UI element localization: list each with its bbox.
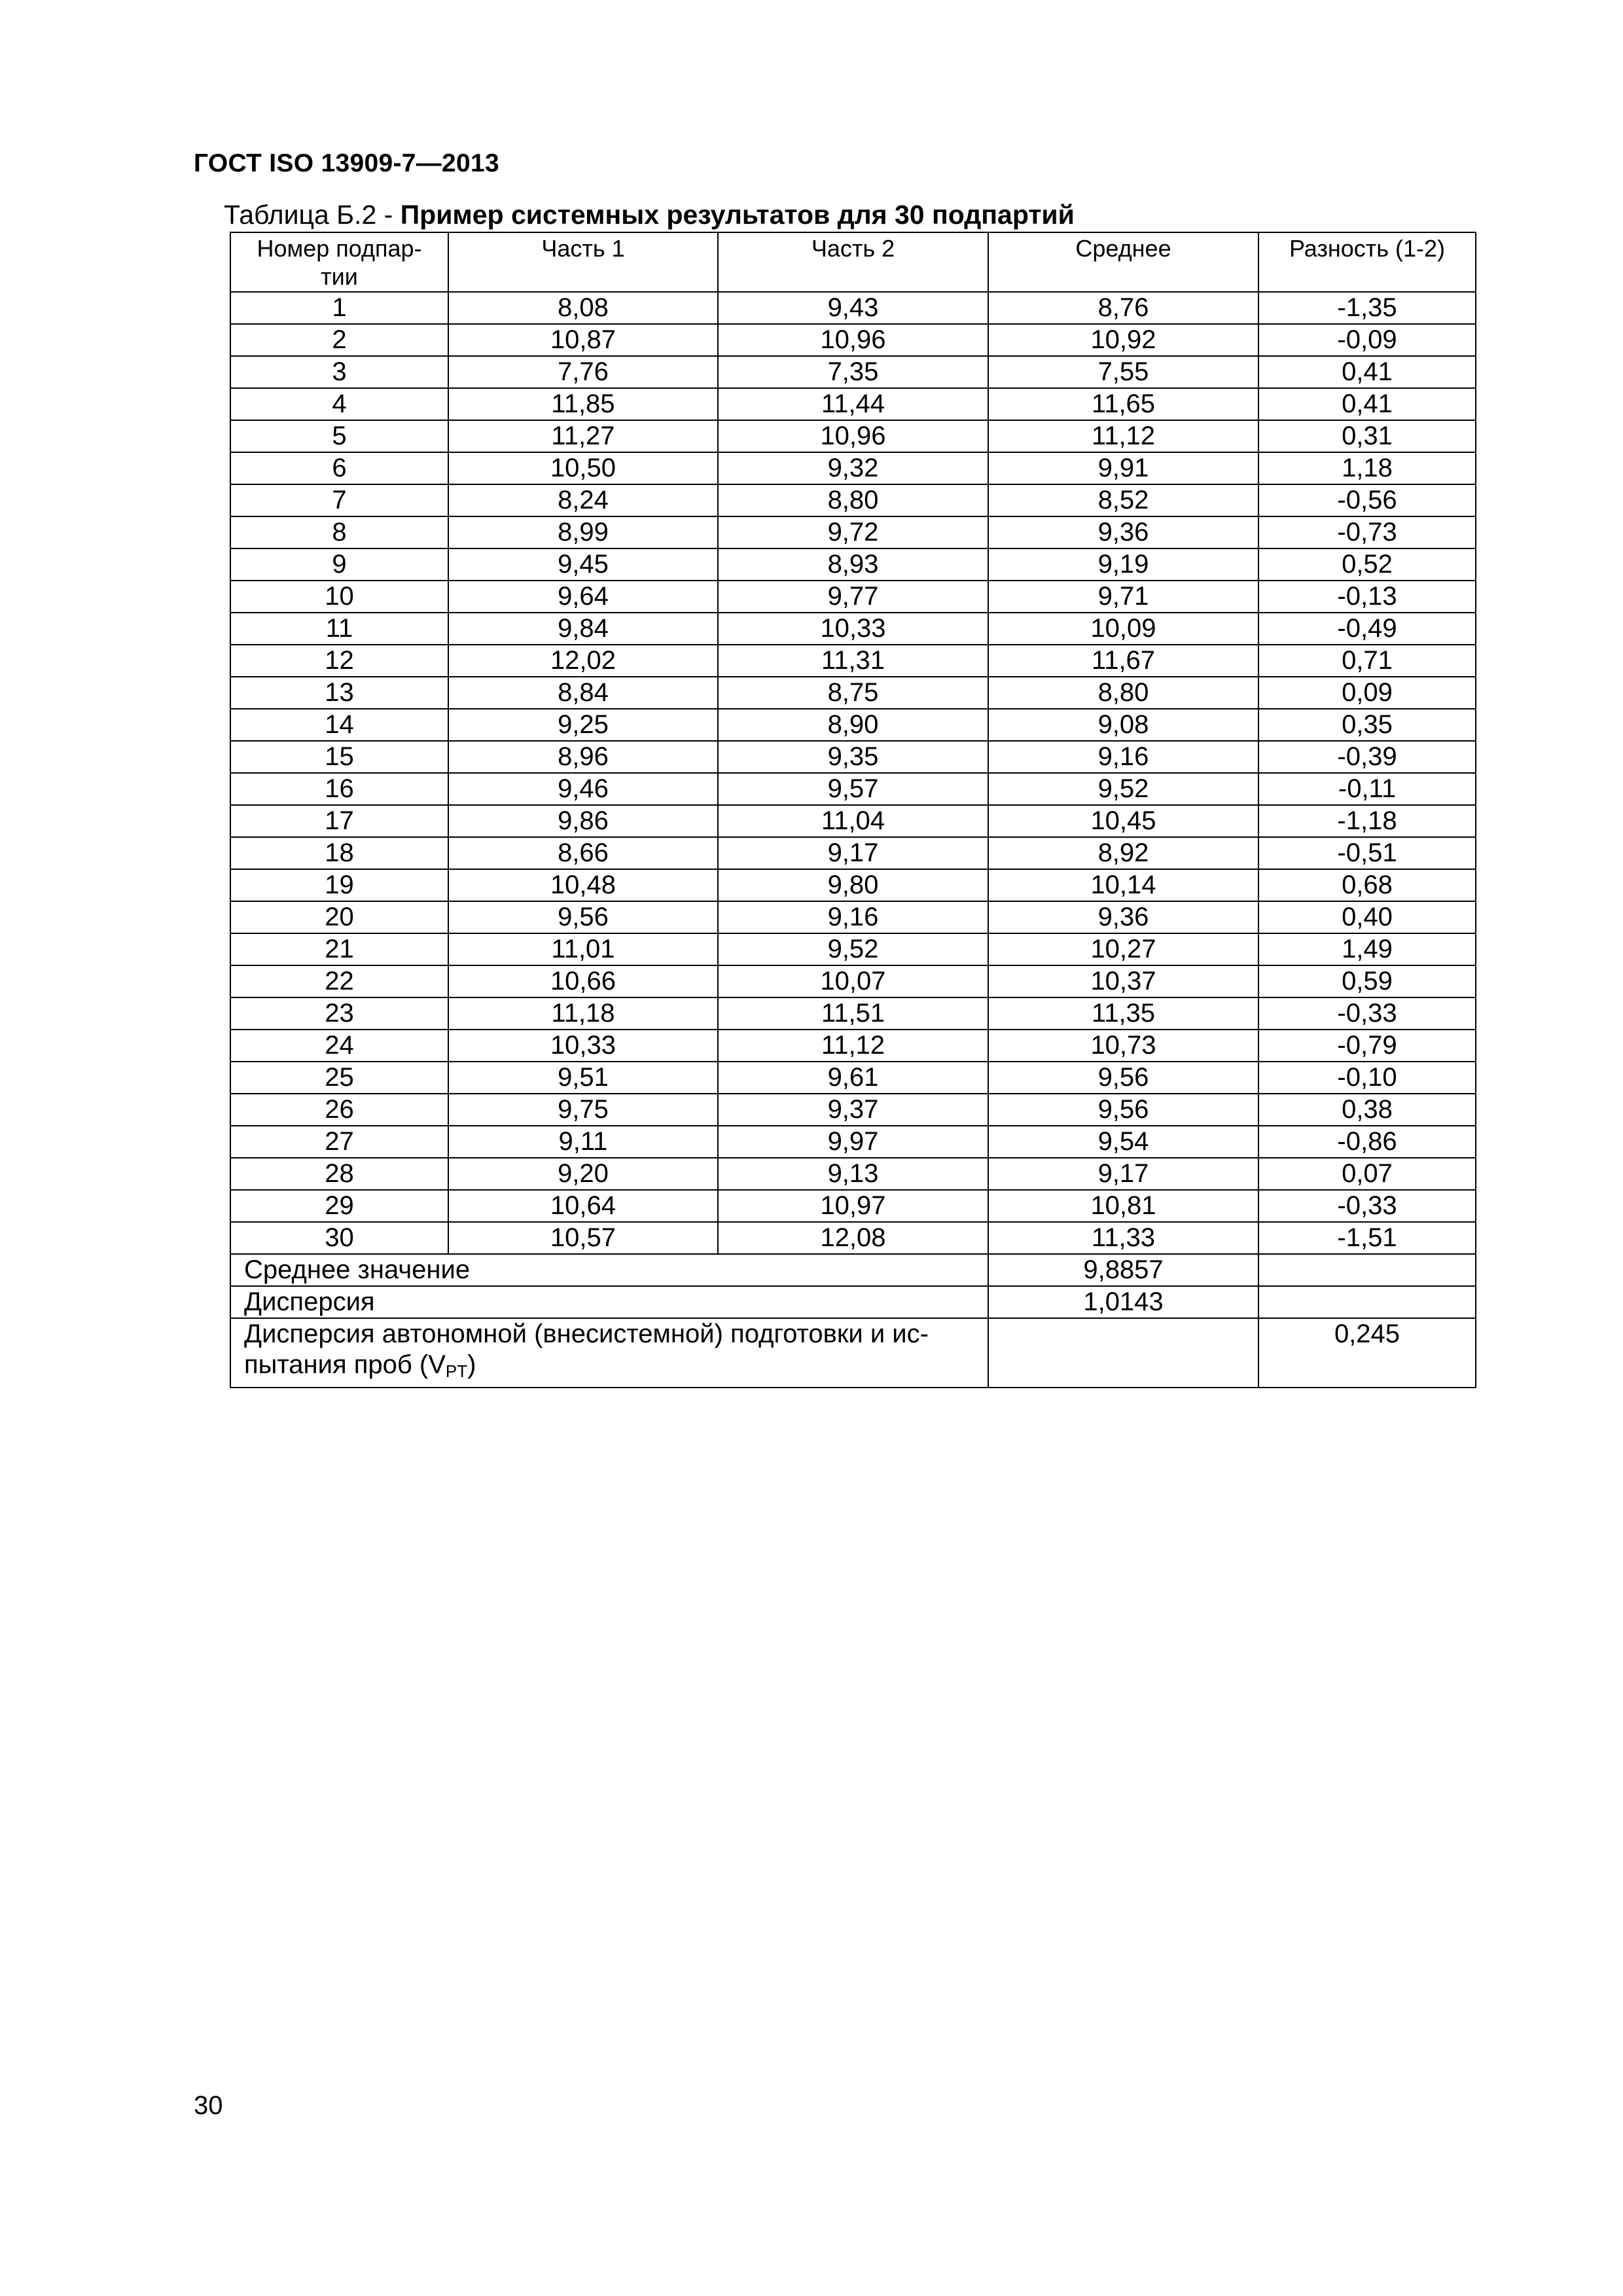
part2-value: 11,51 xyxy=(718,997,988,1030)
variance-value: 1,0143 xyxy=(988,1286,1258,1318)
part2-value: 10,96 xyxy=(718,324,988,356)
part2-value: 10,07 xyxy=(718,965,988,997)
document-header: ГОСТ ISO 13909-7—2013 xyxy=(194,149,499,177)
part1-value: 8,66 xyxy=(448,837,718,869)
subbatch-number: 14 xyxy=(230,709,448,741)
mean-value: 11,35 xyxy=(988,997,1258,1030)
difference-value: -0,13 xyxy=(1258,581,1476,613)
subbatch-number: 6 xyxy=(230,452,448,484)
subbatch-number: 30 xyxy=(230,1222,448,1254)
table-row xyxy=(230,420,1476,452)
part1-value: 11,01 xyxy=(448,933,718,965)
part2-value: 9,57 xyxy=(718,773,988,805)
difference-value: -0,11 xyxy=(1258,773,1476,805)
part2-value: 9,72 xyxy=(718,516,988,548)
difference-value: -0,51 xyxy=(1258,837,1476,869)
part1-value: 11,18 xyxy=(448,997,718,1030)
part2-value: 9,77 xyxy=(718,581,988,613)
difference-value: 1,18 xyxy=(1258,452,1476,484)
part1-value: 9,25 xyxy=(448,709,718,741)
col-header-part2: Часть 2 xyxy=(718,232,988,292)
part1-value: 9,51 xyxy=(448,1062,718,1094)
mean-value: 9,08 xyxy=(988,709,1258,741)
mean-value: 11,33 xyxy=(988,1222,1258,1254)
variance-row xyxy=(230,1286,1476,1318)
mean-value: 9,36 xyxy=(988,516,1258,548)
part1-value: 12,02 xyxy=(448,645,718,677)
subbatch-number: 2 xyxy=(230,324,448,356)
table-row xyxy=(230,1030,1476,1062)
mean-value: 10,09 xyxy=(988,613,1258,645)
mean-value: 9,71 xyxy=(988,581,1258,613)
table-row xyxy=(230,677,1476,709)
difference-value: -0,79 xyxy=(1258,1030,1476,1062)
mean-value: 9,8857 xyxy=(988,1254,1258,1286)
subbatch-number: 16 xyxy=(230,773,448,805)
difference-value: -1,18 xyxy=(1258,805,1476,837)
mean-value: 10,81 xyxy=(988,1190,1258,1222)
subbatch-number: 15 xyxy=(230,741,448,773)
subbatch-number: 28 xyxy=(230,1158,448,1190)
part1-value: 10,57 xyxy=(448,1222,718,1254)
part2-value: 11,31 xyxy=(718,645,988,677)
page-number: 30 xyxy=(194,2091,223,2120)
part2-value: 9,80 xyxy=(718,869,988,901)
part2-value: 9,32 xyxy=(718,452,988,484)
subbatch-number: 25 xyxy=(230,1062,448,1094)
part2-value: 9,97 xyxy=(718,1126,988,1158)
part1-value: 9,20 xyxy=(448,1158,718,1190)
table-row xyxy=(230,645,1476,677)
table-caption xyxy=(224,200,1075,230)
subbatch-number: 7 xyxy=(230,484,448,516)
table-row xyxy=(230,613,1476,645)
subbatch-number: 27 xyxy=(230,1126,448,1158)
subbatch-number: 19 xyxy=(230,869,448,901)
part2-value: 10,33 xyxy=(718,613,988,645)
part2-value: 10,97 xyxy=(718,1190,988,1222)
subbatch-number: 22 xyxy=(230,965,448,997)
part1-value: 10,66 xyxy=(448,965,718,997)
difference-value: -0,73 xyxy=(1258,516,1476,548)
mean-value: 9,36 xyxy=(988,901,1258,933)
part2-value: 9,43 xyxy=(718,292,988,324)
col-header-subbatch: Номер подпар- тии xyxy=(230,232,448,292)
difference-value: 0,41 xyxy=(1258,388,1476,420)
part1-value: 9,75 xyxy=(448,1094,718,1126)
mean-value: 11,67 xyxy=(988,645,1258,677)
table-row xyxy=(230,1126,1476,1158)
table-row xyxy=(230,901,1476,933)
table-row xyxy=(230,452,1476,484)
subbatch-number: 24 xyxy=(230,1030,448,1062)
subbatch-number: 8 xyxy=(230,516,448,548)
table-row xyxy=(230,516,1476,548)
table-row xyxy=(230,869,1476,901)
part2-value: 8,80 xyxy=(718,484,988,516)
part1-value: 9,45 xyxy=(448,548,718,581)
difference-value: -0,49 xyxy=(1258,613,1476,645)
part1-value: 10,64 xyxy=(448,1190,718,1222)
mean-value: 7,55 xyxy=(988,356,1258,388)
part2-value: 11,44 xyxy=(718,388,988,420)
difference-value: 0,31 xyxy=(1258,420,1476,452)
table-row xyxy=(230,805,1476,837)
difference-value: -1,51 xyxy=(1258,1222,1476,1254)
table-row xyxy=(230,709,1476,741)
mean-value: 9,91 xyxy=(988,452,1258,484)
subbatch-number: 11 xyxy=(230,613,448,645)
part1-value: 9,11 xyxy=(448,1126,718,1158)
mean-empty-cell xyxy=(1258,1254,1476,1286)
subbatch-number: 10 xyxy=(230,581,448,613)
part1-value: 10,33 xyxy=(448,1030,718,1062)
part2-value: 11,12 xyxy=(718,1030,988,1062)
difference-value: 0,41 xyxy=(1258,356,1476,388)
difference-value: 0,09 xyxy=(1258,677,1476,709)
table-row xyxy=(230,1190,1476,1222)
difference-value: 0,38 xyxy=(1258,1094,1476,1126)
variance-label: Дисперсия xyxy=(230,1286,988,1318)
table-row xyxy=(230,292,1476,324)
table-row xyxy=(230,741,1476,773)
caption-title: Пример системных результатов для 30 подпартий xyxy=(400,200,1075,230)
table-header-row xyxy=(230,232,1476,292)
difference-value: -0,33 xyxy=(1258,997,1476,1030)
vpt-subscript: PT xyxy=(445,1361,468,1381)
difference-value: 0,71 xyxy=(1258,645,1476,677)
caption-prefix: Таблица Б.2 - xyxy=(224,200,401,230)
difference-value: 0,59 xyxy=(1258,965,1476,997)
difference-value: -0,39 xyxy=(1258,741,1476,773)
table-row xyxy=(230,388,1476,420)
part1-value: 8,24 xyxy=(448,484,718,516)
vpt-empty-cell xyxy=(988,1318,1258,1388)
table-row xyxy=(230,356,1476,388)
vpt-label-line1: Дисперсия автономной (внесистемной) подготовки и ис- xyxy=(244,1319,929,1348)
mean-value: 10,92 xyxy=(988,324,1258,356)
part1-value: 9,56 xyxy=(448,901,718,933)
table-row xyxy=(230,965,1476,997)
part1-value: 11,27 xyxy=(448,420,718,452)
part2-value: 9,17 xyxy=(718,837,988,869)
mean-value: 11,12 xyxy=(988,420,1258,452)
mean-value: 9,56 xyxy=(988,1062,1258,1094)
mean-value: 11,65 xyxy=(988,388,1258,420)
mean-value: 8,80 xyxy=(988,677,1258,709)
vpt-label xyxy=(230,1318,988,1388)
mean-value: 8,52 xyxy=(988,484,1258,516)
part1-value: 8,96 xyxy=(448,741,718,773)
vpt-value: 0,245 xyxy=(1258,1318,1476,1388)
vpt-label-line2: пытания проб (V xyxy=(244,1350,446,1379)
table-row xyxy=(230,1062,1476,1094)
mean-label: Среднее значение xyxy=(230,1254,988,1286)
col-header-mean: Среднее xyxy=(988,232,1258,292)
mean-value: 9,52 xyxy=(988,773,1258,805)
table-row xyxy=(230,484,1476,516)
mean-value: 9,17 xyxy=(988,1158,1258,1190)
difference-value: 0,52 xyxy=(1258,548,1476,581)
part2-value: 8,75 xyxy=(718,677,988,709)
mean-value: 10,14 xyxy=(988,869,1258,901)
part1-value: 10,50 xyxy=(448,452,718,484)
part2-value: 9,35 xyxy=(718,741,988,773)
table-row xyxy=(230,997,1476,1030)
subbatch-number: 4 xyxy=(230,388,448,420)
subbatch-number: 18 xyxy=(230,837,448,869)
part2-value: 9,37 xyxy=(718,1094,988,1126)
part1-value: 7,76 xyxy=(448,356,718,388)
subbatch-number: 1 xyxy=(230,292,448,324)
mean-value: 8,92 xyxy=(988,837,1258,869)
subbatch-number: 3 xyxy=(230,356,448,388)
part2-value: 9,13 xyxy=(718,1158,988,1190)
difference-value: -0,86 xyxy=(1258,1126,1476,1158)
part2-value: 8,93 xyxy=(718,548,988,581)
part1-value: 9,46 xyxy=(448,773,718,805)
table-row xyxy=(230,773,1476,805)
table-row xyxy=(230,581,1476,613)
difference-value: -0,56 xyxy=(1258,484,1476,516)
subbatch-number: 5 xyxy=(230,420,448,452)
mean-row xyxy=(230,1254,1476,1286)
table-row xyxy=(230,1222,1476,1254)
subbatch-number: 13 xyxy=(230,677,448,709)
mean-value: 9,54 xyxy=(988,1126,1258,1158)
part1-value: 11,85 xyxy=(448,388,718,420)
table-row xyxy=(230,837,1476,869)
part1-value: 8,84 xyxy=(448,677,718,709)
part1-value: 10,48 xyxy=(448,869,718,901)
col-header-difference: Разность (1-2) xyxy=(1258,232,1476,292)
part1-value: 9,86 xyxy=(448,805,718,837)
subbatch-number: 29 xyxy=(230,1190,448,1222)
part2-value: 9,16 xyxy=(718,901,988,933)
table-row xyxy=(230,324,1476,356)
part1-value: 8,99 xyxy=(448,516,718,548)
difference-value: -0,09 xyxy=(1258,324,1476,356)
variance-empty-cell xyxy=(1258,1286,1476,1318)
part1-value: 9,64 xyxy=(448,581,718,613)
difference-value: 1,49 xyxy=(1258,933,1476,965)
mean-value: 8,76 xyxy=(988,292,1258,324)
subbatch-number: 9 xyxy=(230,548,448,581)
part2-value: 9,61 xyxy=(718,1062,988,1094)
subbatch-number: 12 xyxy=(230,645,448,677)
difference-value: 0,35 xyxy=(1258,709,1476,741)
difference-value: -0,10 xyxy=(1258,1062,1476,1094)
mean-value: 9,19 xyxy=(988,548,1258,581)
difference-value: 0,68 xyxy=(1258,869,1476,901)
part2-value: 11,04 xyxy=(718,805,988,837)
subbatch-number: 21 xyxy=(230,933,448,965)
vpt-row xyxy=(230,1318,1476,1388)
part2-value: 8,90 xyxy=(718,709,988,741)
subbatch-number: 23 xyxy=(230,997,448,1030)
mean-value: 10,37 xyxy=(988,965,1258,997)
difference-value: -1,35 xyxy=(1258,292,1476,324)
difference-value: 0,40 xyxy=(1258,901,1476,933)
table-row xyxy=(230,548,1476,581)
col-header-part1: Часть 1 xyxy=(448,232,718,292)
part1-value: 10,87 xyxy=(448,324,718,356)
mean-value: 10,45 xyxy=(988,805,1258,837)
subbatch-number: 26 xyxy=(230,1094,448,1126)
part2-value: 12,08 xyxy=(718,1222,988,1254)
table-row xyxy=(230,933,1476,965)
subbatch-number: 20 xyxy=(230,901,448,933)
mean-value: 9,56 xyxy=(988,1094,1258,1126)
subbatch-number: 17 xyxy=(230,805,448,837)
part1-value: 9,84 xyxy=(448,613,718,645)
difference-value: 0,07 xyxy=(1258,1158,1476,1190)
vpt-label-suffix: ) xyxy=(467,1350,476,1379)
part2-value: 10,96 xyxy=(718,420,988,452)
mean-value: 10,27 xyxy=(988,933,1258,965)
part2-value: 7,35 xyxy=(718,356,988,388)
results-table xyxy=(230,232,1476,1388)
part2-value: 9,52 xyxy=(718,933,988,965)
table-row xyxy=(230,1094,1476,1126)
difference-value: -0,33 xyxy=(1258,1190,1476,1222)
mean-value: 10,73 xyxy=(988,1030,1258,1062)
table-row xyxy=(230,1158,1476,1190)
mean-value: 9,16 xyxy=(988,741,1258,773)
part1-value: 8,08 xyxy=(448,292,718,324)
